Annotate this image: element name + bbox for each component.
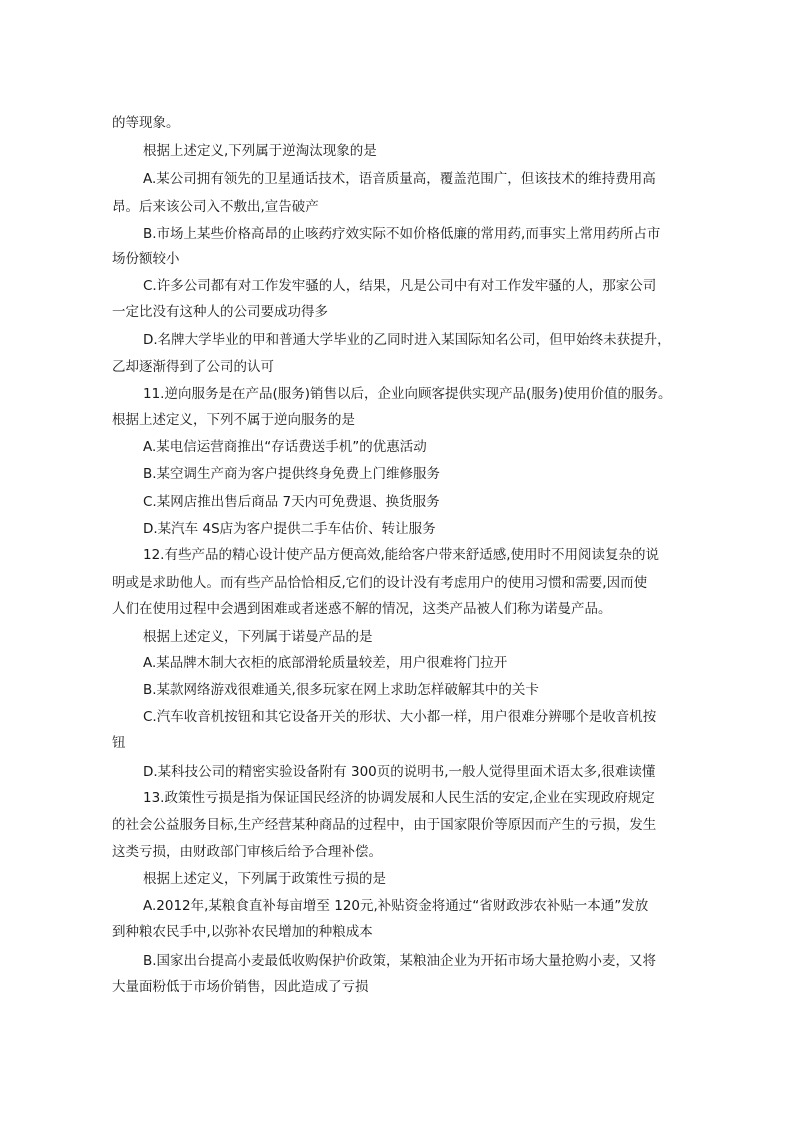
option-c: C.某网店推出售后商品 7天内可免费退、换货服务 — [143, 494, 440, 510]
option-b: B.市场上某些价格高昂的止咳药疗效实际不如价格低廉的常用药,而事实上常用药所占市 — [143, 226, 661, 242]
option-d: D.名牌大学毕业的甲和普通大学毕业的乙同时进入某国际知名公司，但甲始终未获提升， — [143, 332, 671, 348]
question-prompt: 根据上述定义，下列不属于逆向服务的是 — [112, 412, 355, 428]
question-prompt: 根据上述定义，下列属于政策性亏损的是 — [143, 871, 386, 887]
text-line: 一定比没有这种人的公司要成功得多 — [112, 304, 328, 320]
option-a: A.某品牌木制大衣柜的底部滑轮质量较差，用户很难将门拉开 — [143, 655, 508, 671]
option-a: A.某公司拥有领先的卫星通话技术，语音质量高，覆盖范围广，但该技术的维持费用高 — [143, 171, 656, 187]
text-line: 乙却逐渐得到了公司的认可 — [112, 359, 274, 375]
option-d: D.某汽车 4S店为客户提供二手车估价、转让服务 — [143, 521, 436, 537]
option-d: D.某科技公司的精密实验设备附有 300页的说明书,一般人觉得里面术语太多,很难读懂 — [143, 764, 656, 780]
option-c: C.许多公司都有对工作发牢骚的人，结果，凡是公司中有对工作发牢骚的人，那家公司 — [143, 278, 657, 294]
text-line: 到种粮农民手中,以弥补农民增加的种粮成本 — [112, 924, 373, 940]
text-line: 的社会公益服务目标,生产经营某种商品的过程中，由于国家限价等原因而产生的亏损，发生 — [112, 817, 657, 833]
text-line: 人们在使用过程中会遇到困难或者迷惑不解的情况，这类产品被人们称为诺曼产品。 — [112, 601, 612, 617]
option-b: B.国家出台提高小麦最低收购保护价政策，某粮油企业为开拓市场大量抢购小麦，又将 — [143, 953, 657, 969]
question-12: 12.有些产品的精心设计使产品方便高效,能给客户带来舒适感,使用时不用阅读复杂的说 — [143, 547, 660, 563]
question-prompt: 根据上述定义，下列属于诺曼产品的是 — [143, 629, 373, 645]
text-line: 明或是求助他人。而有些产品恰恰相反,它们的设计没有考虑用户的使用习惯和需要,因而使 — [112, 575, 648, 591]
option-b: B.某空调生产商为客户提供终身免费上门维修服务 — [143, 466, 441, 482]
text-line: 的等现象。 — [112, 115, 180, 131]
question-11: 11.逆向服务是在产品(服务)销售以后，企业向顾客提供实现产品(服务)使用价值的服务。 — [143, 386, 672, 402]
question-prompt: 根据上述定义,下列属于逆淘汰现象的是 — [143, 143, 377, 159]
text-line: 昂。后来该公司入不敷出,宣告破产 — [112, 199, 319, 215]
text-line: 场份额较小 — [112, 251, 180, 267]
question-13: 13.政策性亏损是指为保证国民经济的协调发展和人民生活的安定,企业在实现政府规定 — [143, 790, 655, 806]
text-line: 大量面粉低于市场价销售，因此造成了亏损 — [112, 979, 369, 995]
option-b: B.某款网络游戏很难通关,很多玩家在网上求助怎样破解其中的关卡 — [143, 682, 539, 698]
text-line: 这类亏损，由财政部门审核后给予合理补偿。 — [112, 844, 382, 860]
option-a: A.某电信运营商推出“存话费送手机”的优惠活动 — [143, 439, 427, 455]
option-a: A.2012年,某粮食直补每亩增至 120元,补贴资金将通过“省财政涉农补贴一本通”发放 — [143, 898, 649, 914]
text-line: 钮 — [112, 735, 126, 751]
option-c: C.汽车收音机按钮和其它设备开关的形状、大小都一样，用户很难分辨哪个是收音机按 — [143, 709, 657, 725]
